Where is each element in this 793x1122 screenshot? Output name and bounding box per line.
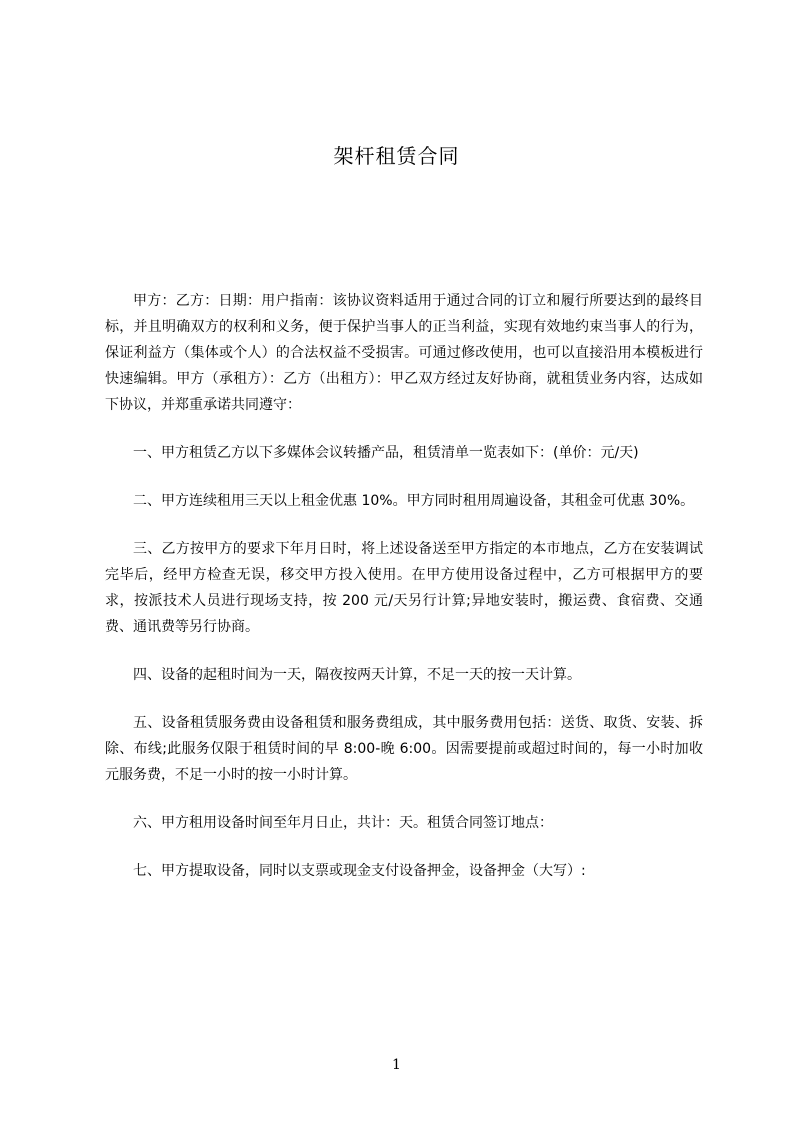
paragraph-clause-6: 六、甲方租用设备时间至年月日止，共计：天。租赁合同签订地点：	[133, 815, 553, 831]
paragraph-intro: 甲方：乙方：日期：用户指南：该协议资料适用于通过合同的订立和履行所要达到的最终目标，并且明确双方的权利和义务，便于保护当事人的正当利益，实现有效地约束当事人的行为，保证利益方（集体或个人）的合法权益不受损害。可通过修改使用，也可以直接沿用本模板进行快速编辑。甲方（承租方）：乙方（出租方）：甲乙双方经过友好协商，就租赁业务内容，达成如下协议，并郑重承诺共同遵守：	[105, 293, 703, 413]
page-number: 1	[392, 1057, 401, 1073]
paragraph-clause-2: 二、甲方连续租用三天以上租金优惠 10%。甲方同时租用周遍设备，其租金可优惠 30%。	[133, 493, 695, 509]
contract-body	[105, 288, 703, 884]
paragraph-clause-7: 七、甲方提取设备，同时以支票或现金支付设备押金，设备押金（大写）:	[133, 863, 586, 879]
paragraph-clause-4: 四、设备的起租时间为一天，隔夜按两天计算，不足一天的按一天计算。	[133, 667, 581, 683]
paragraph-clause-1: 一、甲方租赁乙方以下多媒体会议转播产品，租赁清单一览表如下：(单价：元/天)	[133, 445, 639, 461]
paragraph-clause-5: 五、设备租赁服务费由设备租赁和服务费组成，其中服务费用包括：送货、取货、安装、拆除、布线;此服务仅限于租赁时间的早 8:00-晚 6:00。因需要提前或超过时间的，每一小时加收元服务费，不足一小时的按一小时计算。	[105, 715, 703, 783]
document-title: 架杆租赁合同	[333, 144, 460, 168]
paragraph-clause-3: 三、乙方按甲方的要求下年月日时，将上述设备送至甲方指定的本市地点，乙方在安装调试完毕后，经甲方检查无误，移交甲方投入使用。在甲方使用设备过程中，乙方可根据甲方的要求，按派技术人员进行现场支持，按 200 元/天另行计算;异地安装时，搬运费、食宿费、交通费、通讯费等另行协商。	[105, 541, 703, 635]
